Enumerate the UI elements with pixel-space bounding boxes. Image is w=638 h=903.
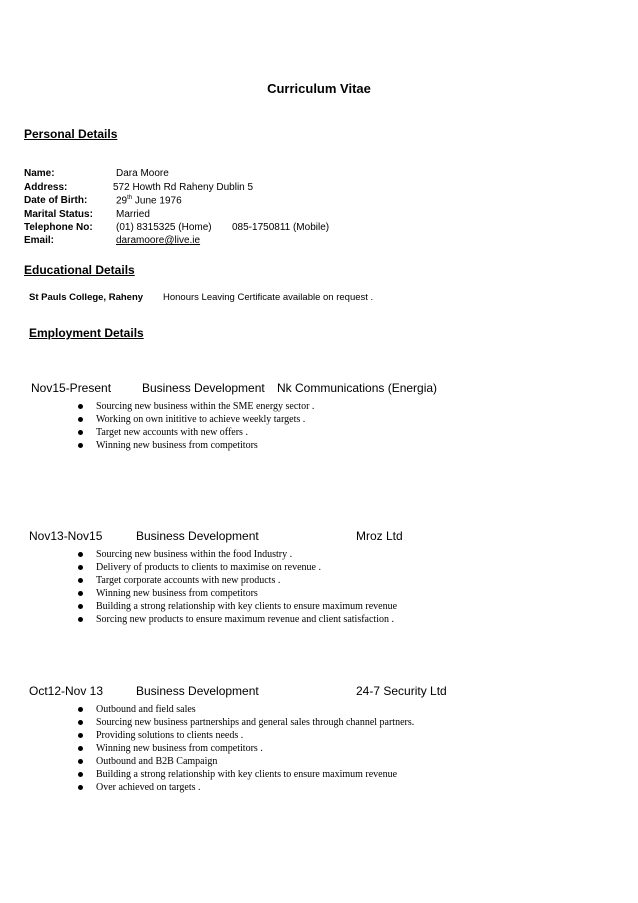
- bullet-text: Working on own inititive to achieve weekly targets .: [96, 414, 306, 425]
- bullet-text: Sorcing new products to ensure maximum revenue and client satisfaction .: [96, 614, 394, 625]
- email-link[interactable]: daramoore@live.ie: [116, 235, 201, 246]
- job-1-bullets: [76, 400, 314, 452]
- list-item: [76, 426, 314, 439]
- bullet-icon: [78, 443, 83, 448]
- job-1-role: Business Development: [142, 381, 265, 395]
- bullet-icon: [78, 565, 83, 570]
- bullet-icon: [78, 430, 83, 435]
- address-label: Address:: [24, 182, 68, 193]
- list-item: [76, 400, 314, 413]
- dob-label: Date of Birth:: [24, 195, 88, 206]
- document-title: Curriculum Vitae: [267, 81, 371, 96]
- job-1-dates: Nov15-Present: [31, 381, 112, 395]
- job-1-company: Nk Communications (Energia): [277, 381, 438, 395]
- name-value: Dara Moore: [116, 168, 169, 179]
- bullet-icon: [78, 604, 83, 609]
- list-item: [76, 574, 397, 587]
- dob-day: 29: [116, 195, 128, 207]
- bullet-text: Winning new business from competitors: [96, 588, 258, 599]
- list-item: [76, 729, 414, 742]
- list-item: [76, 413, 314, 426]
- bullet-text: Outbound and B2B Campaign: [96, 756, 218, 767]
- bullet-text: Sourcing new business within the food Industry .: [96, 549, 293, 560]
- education-heading: Educational Details: [24, 263, 135, 277]
- bullet-icon: [78, 707, 83, 712]
- list-item: [76, 561, 397, 574]
- list-item: [76, 755, 414, 768]
- bullet-icon: [78, 578, 83, 583]
- bullet-icon: [78, 733, 83, 738]
- list-item: [76, 439, 314, 452]
- bullet-icon: [78, 772, 83, 777]
- list-item: [76, 768, 414, 781]
- bullet-text: Winning new business from competitors .: [96, 743, 263, 754]
- bullet-icon: [78, 785, 83, 790]
- school-name: St Pauls College, Raheny: [29, 292, 144, 303]
- bullet-text: Building a strong relationship with key clients to ensure maximum revenue: [96, 601, 398, 612]
- list-item: [76, 716, 414, 729]
- list-item: [76, 600, 397, 613]
- bullet-icon: [78, 552, 83, 557]
- bullet-icon: [78, 746, 83, 751]
- address-value: 572 Howth Rd Raheny Dublin 5: [113, 182, 254, 193]
- list-item: [76, 548, 397, 561]
- education-detail: Honours Leaving Certificate available on request .: [163, 292, 374, 303]
- dob-suffix: th: [127, 195, 133, 201]
- bullet-text: Sourcing new business partnerships and general sales through channel partners.: [96, 717, 415, 728]
- bullet-text: Target new accounts with new offers .: [96, 427, 248, 438]
- bullet-text: Delivery of products to clients to maximise on revenue .: [96, 562, 321, 573]
- job-3-bullets: [76, 703, 414, 794]
- dob-value: [116, 195, 182, 206]
- bullet-text: Over achieved on targets .: [96, 782, 201, 793]
- job-3-dates: Oct12-Nov 13: [29, 684, 104, 698]
- telephone-home: (01) 8315325 (Home): [116, 222, 212, 233]
- bullet-icon: [78, 404, 83, 409]
- bullet-icon: [78, 417, 83, 422]
- list-item: [76, 587, 397, 600]
- job-3-company: 24-7 Security Ltd: [356, 684, 447, 698]
- job-2-company: Mroz Ltd: [356, 529, 403, 543]
- bullet-text: Winning new business from competitors: [96, 440, 258, 451]
- bullet-text: Sourcing new business within the SME energy sector .: [96, 401, 315, 412]
- bullet-icon: [78, 720, 83, 725]
- bullet-icon: [78, 617, 83, 622]
- job-2-dates: Nov13-Nov15: [29, 529, 103, 543]
- bullet-text: Outbound and field sales: [96, 704, 196, 715]
- marital-label: Marital Status:: [24, 209, 93, 220]
- name-label: Name:: [24, 168, 55, 179]
- dob-rest: June 1976: [132, 195, 182, 207]
- job-2-bullets: [76, 548, 397, 626]
- telephone-label: Telephone No:: [24, 222, 93, 233]
- bullet-text: Building a strong relationship with key clients to ensure maximum revenue: [96, 769, 398, 780]
- telephone-mobile: 085-1750811 (Mobile): [232, 222, 330, 233]
- job-2-role: Business Development: [136, 529, 259, 543]
- list-item: [76, 703, 414, 716]
- bullet-text: Providing solutions to clients needs .: [96, 730, 244, 741]
- employment-heading: Employment Details: [29, 326, 144, 340]
- bullet-text: Target corporate accounts with new products .: [96, 575, 281, 586]
- bullet-icon: [78, 759, 83, 764]
- list-item: [76, 742, 414, 755]
- marital-value: Married: [116, 209, 150, 220]
- bullet-icon: [78, 591, 83, 596]
- job-3-role: Business Development: [136, 684, 259, 698]
- list-item: [76, 781, 414, 794]
- list-item: [76, 613, 397, 626]
- email-label: Email:: [24, 235, 55, 246]
- personal-details-heading: Personal Details: [24, 127, 118, 141]
